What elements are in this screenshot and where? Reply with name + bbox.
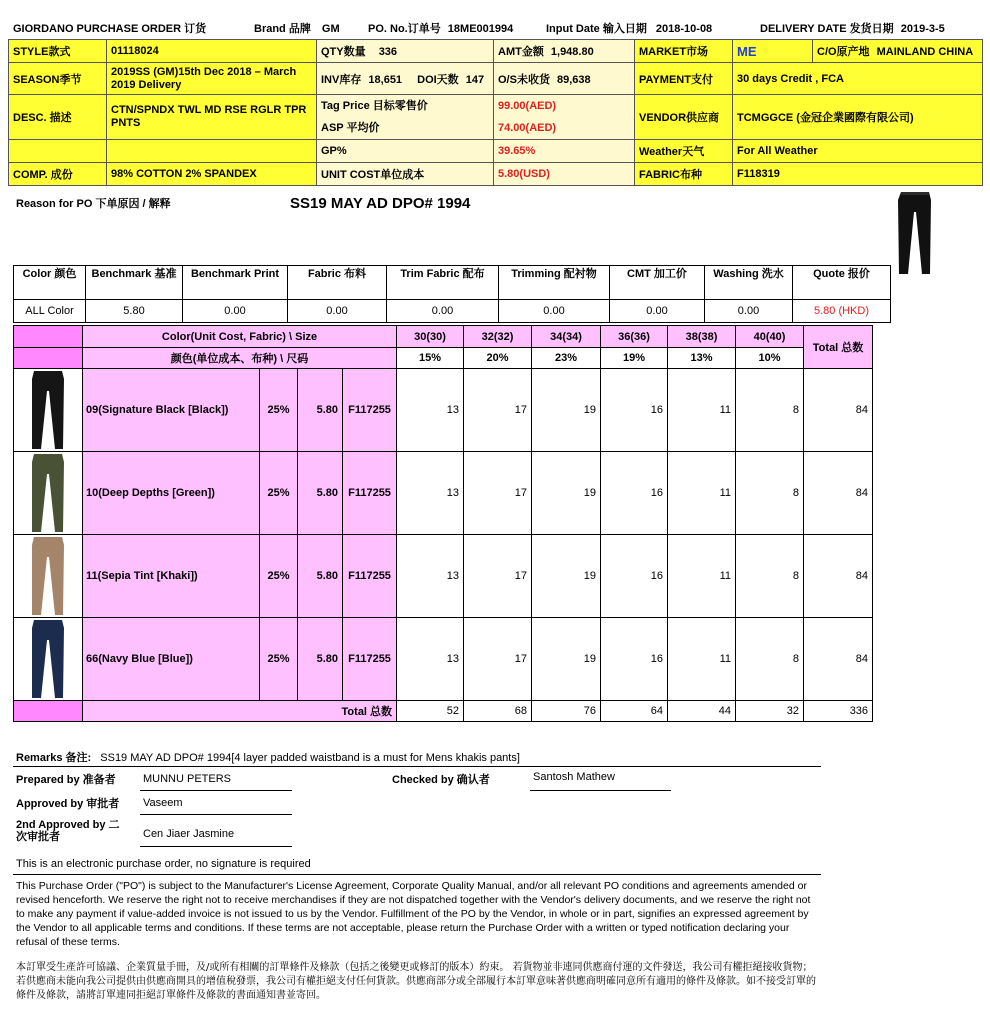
size-ratio-1: 20% — [464, 348, 532, 369]
fabric-value: F118319 — [733, 163, 983, 186]
benchmark-table — [13, 265, 891, 323]
footer-total-label: Total 总数 — [83, 701, 397, 722]
price-value-cell — [494, 95, 635, 140]
color-row — [14, 618, 873, 701]
row-total: 84 — [804, 369, 873, 452]
dpo-title: SS19 MAY AD DPO# 1994 — [290, 195, 471, 212]
size-header-0: 30(30) — [397, 326, 464, 348]
order-col-title-cn: 颜色(单位成本、布种) \ 尺码 — [83, 348, 397, 369]
grand-total: 336 — [804, 701, 873, 722]
tag-price-value: 99.00(AED) — [498, 100, 557, 112]
inv-cell — [317, 63, 494, 95]
empty-label-cell — [9, 140, 107, 163]
color-pct: 25% — [260, 452, 298, 535]
input-date-value: 2018-10-08 — [655, 23, 713, 35]
color-name: 66(Navy Blue [Blue]) — [83, 618, 260, 701]
remarks-label: Remarks 备注: — [16, 752, 92, 764]
checked-underline — [530, 790, 671, 791]
amt-label: AMT金额 — [498, 46, 544, 58]
delivery-date-field — [760, 20, 945, 36]
pants-swatch-image — [28, 452, 68, 534]
gp-value: 39.65% — [494, 140, 635, 163]
amt-cell — [494, 40, 635, 63]
color-unit-cost: 5.80 — [298, 618, 343, 701]
order-header-corner — [14, 326, 83, 348]
prepared-underline — [140, 790, 292, 791]
terms-english: This Purchase Order ("PO") is subject to the Manufacturer's License Agreement, Corporate Quality Manual, and/or all relevant PO conditions and agreements amended or revised henceforth. We reserve the right not to receive merchandises if they are not dispatched together with the Vendor's delivery documents, and we reserve the right not to make any payment if value-added invoice is not issued to us by the Vendor. Fulfillment of the PO by the Vendor, in whole or in part, signifies an expressed agreement by the Vendor to all applicable terms and conditions. If these terms are not acceptable, please return the Purchase Order with a written or typed notification declaring your refusal of these terms. — [16, 880, 811, 948]
comp-value: 98% COTTON 2% SPANDEX — [107, 163, 317, 186]
tag-price-label: Tag Price 目标零售价 — [321, 100, 428, 112]
brand-field — [254, 20, 340, 36]
style-value: 01118024 — [107, 40, 317, 63]
brand-value: GM — [321, 23, 340, 35]
po-label: PO. No.订单号 — [368, 23, 441, 35]
color-row — [14, 452, 873, 535]
brand-label: Brand 品牌 — [254, 23, 311, 35]
prepared-value: MUNNU PETERS — [143, 773, 232, 785]
payment-label: PAYMENT支付 — [635, 63, 733, 95]
pants-swatch-image — [28, 618, 68, 700]
qty-cell: 19 — [532, 452, 601, 535]
size-header-1: 32(32) — [464, 326, 532, 348]
order-total-row — [14, 701, 873, 722]
weather-value: For All Weather — [733, 140, 983, 163]
reason-label: Reason for PO 下单原因 / 解释 — [16, 198, 171, 210]
qty-cell: 17 — [464, 618, 532, 701]
origin-value: MAINLAND CHINA — [876, 46, 974, 58]
color-pct: 25% — [260, 369, 298, 452]
color-unit-cost: 5.80 — [298, 452, 343, 535]
qty-cell: 11 — [668, 452, 736, 535]
po-info-table — [8, 39, 983, 186]
size-header-2: 34(34) — [532, 326, 601, 348]
color-name: 09(Signature Black [Black]) — [83, 369, 260, 452]
qty-value: 336 — [378, 46, 398, 58]
benchmark-value-row — [14, 300, 891, 323]
asp-value: 74.00(AED) — [498, 122, 557, 134]
delivery-date-label: DELIVERY DATE 发货日期 — [760, 23, 894, 35]
qty-cell: 16 — [601, 452, 668, 535]
bench-value-benchmark: 5.80 — [86, 300, 183, 323]
unit-cost-label: UNIT COST单位成本 — [317, 163, 494, 186]
remarks-line — [16, 749, 520, 765]
terms-divider — [13, 874, 821, 875]
color-unit-cost: 5.80 — [298, 369, 343, 452]
bench-header-quote: Quote 报价 — [793, 266, 891, 300]
row-total: 84 — [804, 535, 873, 618]
qty-label: QTY数量 — [321, 46, 366, 58]
style-label: STYLE款式 — [9, 40, 107, 63]
qty-cell: 16 — [601, 535, 668, 618]
checked-value: Santosh Mathew — [533, 771, 615, 783]
product-image — [893, 190, 937, 276]
os-cell — [494, 63, 635, 95]
season-label: SEASON季节 — [9, 63, 107, 95]
color-row — [14, 369, 873, 452]
gp-label: GP% — [317, 140, 494, 163]
comp-label: COMP. 成份 — [9, 163, 107, 186]
color-fabric: F117255 — [343, 535, 397, 618]
market-label: MARKET市场 — [635, 40, 733, 63]
company-title: GIORDANO PURCHASE ORDER 订货 — [13, 23, 207, 35]
approved2-underline — [140, 846, 292, 847]
bench-header-trimming: Trimming 配衬物 — [499, 266, 610, 300]
bench-value-fabric: 0.00 — [288, 300, 387, 323]
remarks-divider — [13, 766, 821, 767]
color-name: 10(Deep Depths [Green]) — [83, 452, 260, 535]
bench-value-trimming: 0.00 — [499, 300, 610, 323]
color-fabric: F117255 — [343, 452, 397, 535]
color-pct: 25% — [260, 618, 298, 701]
doi-value: 147 — [465, 73, 485, 86]
size-ratio-4: 13% — [668, 348, 736, 369]
approved-label: Approved by 审批者 — [16, 798, 120, 810]
remarks-text: SS19 MAY AD DPO# 1994[4 layer padded waistband is a must for Mens khakis pants] — [100, 752, 520, 764]
qty-cell — [317, 40, 494, 63]
row-total: 84 — [804, 452, 873, 535]
vendor-label: VENDOR供应商 — [635, 95, 733, 140]
payment-value: 30 days Credit , FCA — [733, 63, 983, 95]
color-swatch-cell — [14, 452, 83, 535]
color-swatch-cell — [14, 535, 83, 618]
season-value: 2019SS (GM)15th Dec 2018 – March 2019 Delivery — [107, 63, 317, 95]
order-table — [13, 325, 873, 722]
size-total: 76 — [532, 701, 601, 722]
bench-header-benchmark: Benchmark 基准 — [86, 266, 183, 300]
qty-cell: 17 — [464, 369, 532, 452]
qty-cell: 13 — [397, 535, 464, 618]
size-total: 64 — [601, 701, 668, 722]
bench-value-benchmark-print: 0.00 — [183, 300, 288, 323]
bench-value-trim-fabric: 0.00 — [387, 300, 499, 323]
qty-cell: 19 — [532, 618, 601, 701]
unit-cost-value: 5.80(USD) — [494, 163, 635, 186]
inv-value: 18,651 — [368, 73, 403, 86]
delivery-date-value: 2019-3-5 — [900, 23, 945, 35]
size-ratio-2: 23% — [532, 348, 601, 369]
color-swatch-cell — [14, 369, 83, 452]
approved-underline — [140, 814, 292, 815]
os-value: 89,638 — [557, 73, 591, 86]
bench-value-quote: 5.80 (HKD) — [793, 300, 891, 323]
qty-cell: 16 — [601, 369, 668, 452]
size-ratio-5: 10% — [736, 348, 804, 369]
color-row — [14, 535, 873, 618]
bench-header-color: Color 颜色 — [14, 266, 86, 300]
qty-cell: 16 — [601, 618, 668, 701]
qty-cell: 13 — [397, 452, 464, 535]
size-ratio-0: 15% — [397, 348, 464, 369]
qty-cell: 17 — [464, 535, 532, 618]
qty-cell: 8 — [736, 535, 804, 618]
input-date-field — [546, 20, 712, 36]
prepared-label: Prepared by 准备者 — [16, 774, 116, 786]
qty-cell: 17 — [464, 452, 532, 535]
asp-label: ASP 平均价 — [321, 122, 380, 134]
color-pct: 25% — [260, 535, 298, 618]
bench-header-trim-fabric: Trim Fabric 配布 — [387, 266, 499, 300]
color-unit-cost: 5.80 — [298, 535, 343, 618]
bench-header-benchmark-print: Benchmark Print — [183, 266, 288, 300]
size-header-3: 36(36) — [601, 326, 668, 348]
weather-label: Weather天气 — [635, 140, 733, 163]
pants-swatch-image — [28, 535, 68, 617]
qty-cell: 8 — [736, 618, 804, 701]
vendor-value: TCMGGCE (金冠企業國際有限公司) — [733, 95, 983, 140]
origin-label: C/O原产地 — [817, 46, 870, 58]
desc-value: CTN/SPNDX TWL MD RSE RGLR TPR PNTS — [107, 95, 317, 140]
row-total: 84 — [804, 618, 873, 701]
bench-header-washing: Washing 洗水 — [705, 266, 793, 300]
order-total-header: Total 总数 — [804, 326, 873, 369]
origin-cell — [813, 40, 983, 63]
approved2-label: 2nd Approved by 二次审批者 — [16, 819, 120, 843]
bench-value-cmt: 0.00 — [610, 300, 705, 323]
color-fabric: F117255 — [343, 618, 397, 701]
order-ratio-corner — [14, 348, 83, 369]
terms-chinese: 本訂單受生產許可協議、企業質量手冊，及/或所有相關的訂單條件及條款（包括之後變更或修訂的版本）約束。 若貨物並非連同供應商付運的文件發送，我公司有權拒絕接收貨物；若供應商未能向我公司提供由供應商開具的增值稅發票，我公司有權拒絕支付任何貨款。供應商部分或全部履行本訂單意味著供應商明確同意所有適用的條件及條款。如不接受訂單的條件及條款，請將訂單連同拒絕訂單條件及條款的書面通知書並寄回。 — [16, 962, 816, 1001]
color-name: 11(Sepia Tint [Khaki]) — [83, 535, 260, 618]
order-header-row — [14, 326, 873, 348]
empty-value-cell — [107, 140, 317, 163]
input-date-label: Input Date 输入日期 — [546, 23, 647, 35]
checked-label: Checked by 确认者 — [392, 774, 490, 786]
color-fabric: F117255 — [343, 369, 397, 452]
size-header-5: 40(40) — [736, 326, 804, 348]
qty-cell: 8 — [736, 452, 804, 535]
electronic-note: This is an electronic purchase order, no signature is required — [16, 858, 311, 870]
total-row-corner — [14, 701, 83, 722]
size-total: 52 — [397, 701, 464, 722]
bench-header-fabric: Fabric 布料 — [288, 266, 387, 300]
color-swatch-cell — [14, 618, 83, 701]
fabric-label: FABRIC布种 — [635, 163, 733, 186]
amt-value: 1,948.80 — [550, 46, 594, 58]
po-field — [368, 20, 513, 36]
approved-value: Vaseem — [143, 797, 183, 809]
doi-label: DOI天数 — [417, 73, 459, 86]
inv-label: INV库存 — [321, 73, 362, 86]
bench-header-cmt: CMT 加工价 — [610, 266, 705, 300]
size-total: 44 — [668, 701, 736, 722]
bench-value-color: ALL Color — [14, 300, 86, 323]
market-value: ME — [733, 40, 813, 63]
order-col-title-en: Color(Unit Cost, Fabric) \ Size — [83, 326, 397, 348]
qty-cell: 19 — [532, 369, 601, 452]
size-total: 68 — [464, 701, 532, 722]
approved2-value: Cen Jiaer Jasmine — [143, 828, 235, 840]
desc-label: DESC. 描述 — [9, 95, 107, 140]
size-header-4: 38(38) — [668, 326, 736, 348]
qty-cell: 13 — [397, 618, 464, 701]
pants-swatch-image — [28, 369, 68, 451]
price-label-cell — [317, 95, 494, 140]
benchmark-header-row — [14, 266, 891, 300]
qty-cell: 19 — [532, 535, 601, 618]
order-ratio-row — [14, 348, 873, 369]
size-total: 32 — [736, 701, 804, 722]
os-label: O/S未收货 — [498, 73, 550, 86]
po-value: 18ME001994 — [447, 23, 514, 35]
qty-cell: 11 — [668, 618, 736, 701]
size-ratio-3: 19% — [601, 348, 668, 369]
qty-cell: 13 — [397, 369, 464, 452]
qty-cell: 11 — [668, 369, 736, 452]
qty-cell: 8 — [736, 369, 804, 452]
bench-value-washing: 0.00 — [705, 300, 793, 323]
qty-cell: 11 — [668, 535, 736, 618]
